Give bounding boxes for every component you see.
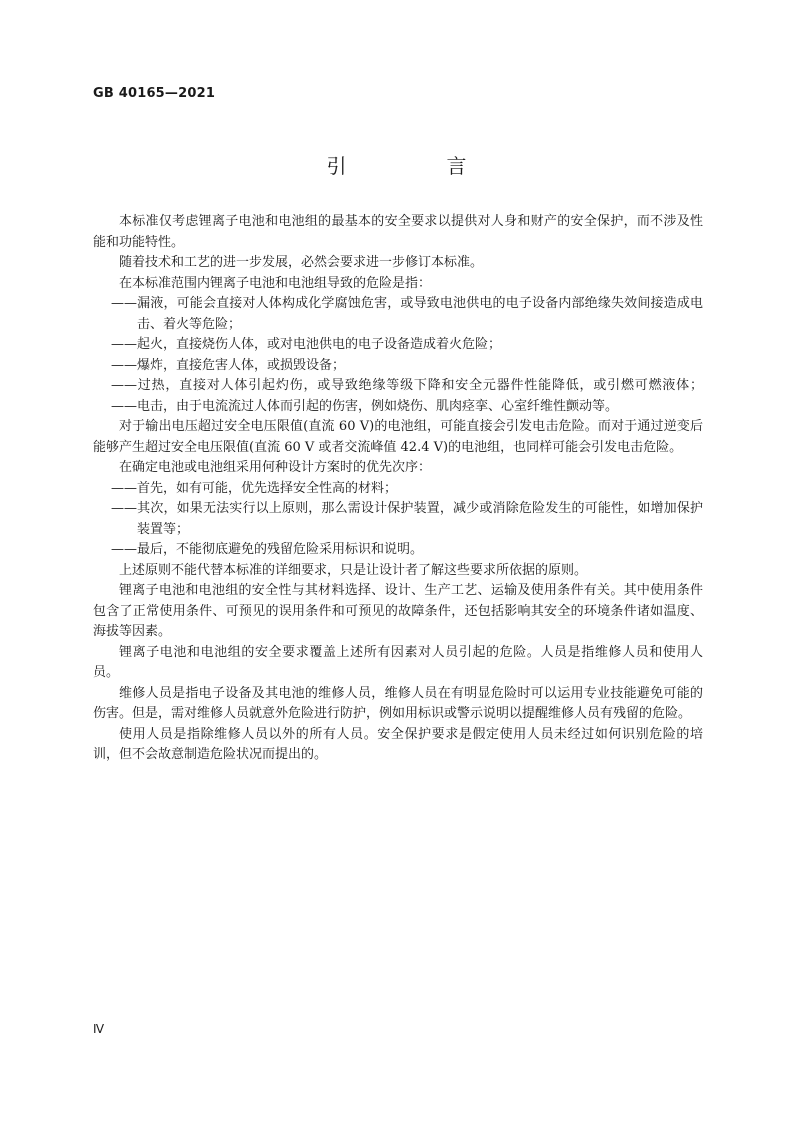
paragraph: 本标准仅考虑锂离子电池和电池组的最基本的安全要求以提供对人身和财产的安全保护，而不涉及性能和功能特性。 — [93, 214, 703, 250]
hazard-item: ——爆炸，直接危害人体，或损毁设备； — [111, 357, 346, 373]
hazard-item: ——漏液，可能会直接对人体构成化学腐蚀危害，或导致电池供电的电子设备内部绝缘失效间接造成电击、着火等危险； — [111, 296, 703, 332]
page-number: Ⅳ — [93, 1022, 105, 1036]
paragraph: 锂离子电池和电池组的安全性与其材料选择、设计、生产工艺、运输及使用条件有关。其中使用条件包含了正常使用条件、可预见的误用条件和可预见的故障条件，还包括影响其安全的环境条件诸如温度、海拔等因素。 — [93, 583, 703, 639]
paragraph: 锂离子电池和电池组的安全要求覆盖上述所有因素对人员引起的危险。人员是指维修人员和使用人员。 — [93, 644, 703, 680]
paragraph: 使用人员是指除维修人员以外的所有人员。安全保护要求是假定使用人员未经过如何识别危险的培训，但不会故意制造危险状况而提出的。 — [93, 726, 703, 762]
hazard-item: ——过热，直接对人体引起灼伤，或导致绝缘等级下降和安全元器件性能降低，或引燃可燃液体； — [111, 378, 703, 393]
hazard-item: ——起火，直接烧伤人体，或对电池供电的电子设备造成着火危险； — [111, 337, 502, 352]
body-text — [93, 212, 703, 766]
paragraph: 在本标准范围内锂离子电池和电池组导致的危险是指： — [119, 275, 432, 291]
hazard-item: ——电击，由于电流流过人体而引起的伤害，例如烧伤、肌肉痉挛、心室纤维性颤动等。 — [111, 398, 619, 414]
paragraph: 维修人员是指电子设备及其电池的维修人员，维修人员在有明显危险时可以运用专业技能避免可能的伤害。但是，需对维修人员就意外危险进行防护，例如用标识或警示说明以提醒维修人员有残留的危险。 — [93, 685, 703, 721]
paragraph: 随着技术和工艺的进一步发展，必然会要求进一步修订本标准。 — [119, 255, 484, 270]
standard-number: GB 40165—2021 — [93, 86, 216, 101]
priority-item: ——其次，如果无法实行以上原则，那么需设计保护装置，减少或消除危险发生的可能性，如增加保护装置等； — [111, 501, 703, 537]
paragraph: 对于输出电压超过安全电压限值(直流 60 V)的电池组，可能直接会引发电击危险。而对于通过逆变后能够产生超过安全电压限值(直流 60 V 或者交流峰值 42.4 V)的电池组，也同样可能会引发电击危险。 — [93, 419, 703, 455]
paragraph: 在确定电池或电池组采用何种设计方案时的优先次序： — [119, 460, 432, 475]
priority-item: ——首先，如有可能，优先选择安全性高的材料； — [111, 480, 398, 496]
page-title: 引 言 — [326, 154, 507, 178]
priority-item: ——最后，不能彻底避免的残留危险采用标识和说明。 — [111, 542, 424, 557]
paragraph: 上述原则不能代替本标准的详细要求，只是让设计者了解这些要求所依据的原则。 — [119, 562, 588, 578]
